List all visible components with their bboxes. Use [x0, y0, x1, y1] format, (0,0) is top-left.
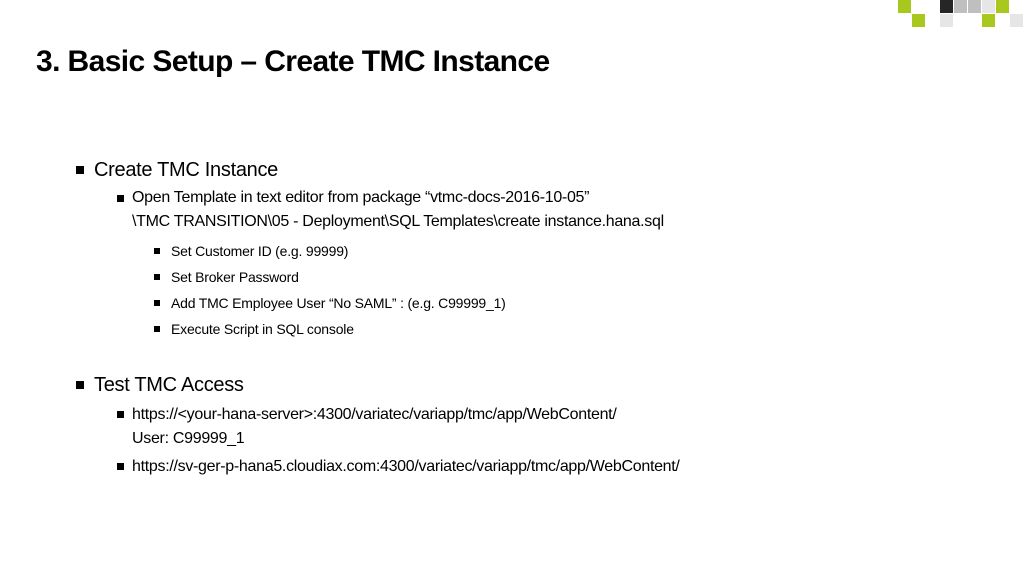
bullet-test-tmc-access: Test TMC Access [94, 374, 244, 396]
decor-square [912, 14, 925, 27]
bullet-set-customer-id: Set Customer ID (e.g. 99999) [171, 243, 349, 259]
url-cloudiax: https://sv-ger-p-hana5.cloudiax.com:4300/variatec/variapp/tmc/app/WebContent/ [132, 458, 680, 475]
bullet-marker [76, 166, 84, 174]
decor-square [898, 0, 911, 13]
bullet-marker [117, 411, 124, 418]
decor-square [968, 0, 981, 13]
decor-square [982, 0, 995, 13]
bullet-marker [76, 381, 84, 389]
bullet-marker [154, 248, 160, 254]
bullet-execute-script: Execute Script in SQL console [171, 321, 354, 337]
user-credential: User: C99999_1 [132, 430, 245, 447]
decor-square [996, 0, 1009, 13]
decor-square [954, 0, 967, 13]
bullet-open-template: Open Template in text editor from package “vtmc-docs-2016-10-05” [132, 189, 590, 206]
decor-square [1010, 14, 1023, 27]
corner-decoration [0, 0, 1024, 30]
bullet-create-tmc-instance: Create TMC Instance [94, 159, 279, 181]
bullet-marker [117, 463, 124, 470]
bullet-marker [154, 274, 160, 280]
bullet-marker [154, 326, 160, 332]
url-generic: https://<your-hana-server>:4300/variatec/variapp/tmc/app/WebContent/ [132, 406, 617, 423]
decor-square [940, 14, 953, 27]
bullet-set-broker-password: Set Broker Password [171, 269, 299, 285]
decor-square [982, 14, 995, 27]
template-path: \TMC TRANSITION\05 - Deployment\SQL Templates\create instance.hana.sql [132, 213, 664, 230]
bullet-marker [117, 195, 124, 202]
bullet-add-employee-user: Add TMC Employee User “No SAML” : (e.g. C99999_1) [171, 295, 506, 311]
slide-title: 3. Basic Setup – Create TMC Instance [36, 45, 550, 78]
decor-square [940, 0, 953, 13]
bullet-marker [154, 300, 160, 306]
